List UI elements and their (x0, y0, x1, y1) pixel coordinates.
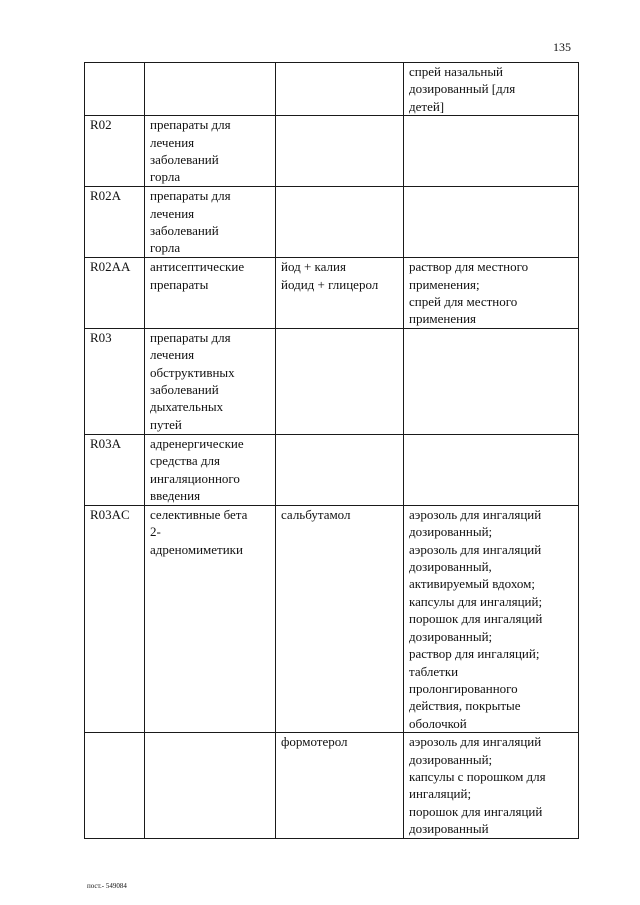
drug-name-cell (276, 505, 404, 732)
anatomical-therapeutic-group-line: адреномиметики (150, 541, 243, 557)
drug-name-line: йодид + глицерол (281, 276, 379, 292)
drug-classification-table (84, 62, 579, 839)
dosage-forms-line: пролонгированного (409, 680, 518, 696)
dosage-forms-cell (404, 258, 579, 329)
anatomical-therapeutic-group-cell (145, 187, 276, 258)
dosage-forms-line: применения (409, 311, 477, 327)
dosage-forms-line: раствор для ингаляций; (409, 646, 540, 662)
atc-code-cell (85, 63, 145, 116)
anatomical-therapeutic-group-line: препараты для (150, 188, 231, 204)
anatomical-therapeutic-group-cell (145, 733, 276, 838)
dosage-forms-line: аэрозоль для ингаляций (409, 506, 542, 522)
anatomical-therapeutic-group-line: препараты (150, 276, 209, 292)
anatomical-therapeutic-group-line: путей (150, 416, 182, 432)
dosage-forms-line: детей] (409, 98, 445, 114)
anatomical-therapeutic-group-line: препараты для (150, 117, 231, 133)
dosage-forms-line: активируемый вдохом; (409, 576, 535, 592)
drug-name-cell (276, 328, 404, 434)
dosage-forms-line: капсулы для ингаляций; (409, 593, 543, 609)
anatomical-therapeutic-group-line: горла (150, 169, 181, 185)
drug-name-cell (276, 63, 404, 116)
anatomical-therapeutic-group-cell (145, 63, 276, 116)
dosage-forms-cell (404, 328, 579, 434)
drug-name-cell (276, 258, 404, 329)
anatomical-therapeutic-group-line: селективные бета (150, 506, 248, 522)
dosage-forms-line: дозированный [для (409, 81, 516, 97)
dosage-forms-line: капсулы с порошком для (409, 768, 546, 784)
anatomical-therapeutic-group-line: средства для (150, 453, 221, 469)
dosage-forms-line: таблетки (409, 663, 459, 679)
table-row (85, 328, 579, 434)
anatomical-therapeutic-group-line: лечения (150, 205, 195, 221)
atc-code-cell (85, 328, 145, 434)
anatomical-therapeutic-group-line: горла (150, 240, 181, 256)
dosage-forms-line: спрей для местного (409, 294, 518, 310)
dosage-forms-cell (404, 116, 579, 187)
drug-name-cell (276, 434, 404, 505)
anatomical-therapeutic-group-line: дыхательных (150, 399, 224, 415)
dosage-forms-line: применения; (409, 276, 480, 292)
dosage-forms-line: ингаляций; (409, 786, 472, 802)
dosage-forms-line: оболочкой (409, 715, 467, 731)
drug-name-cell (276, 733, 404, 838)
drug-name-line: формотерол (281, 734, 348, 750)
dosage-forms-line: порошок для ингаляций (409, 611, 543, 627)
anatomical-therapeutic-group-line: заболеваний (150, 152, 219, 168)
atc-code-text: R02 (90, 117, 112, 133)
dosage-forms-cell (404, 63, 579, 116)
dosage-forms-line: раствор для местного (409, 259, 529, 275)
dosage-forms-line: дозированный; (409, 628, 493, 644)
dosage-forms-line: аэрозоль для ингаляций (409, 734, 542, 750)
anatomical-therapeutic-group-line: обструктивных (150, 364, 235, 380)
table-row (85, 258, 579, 329)
page-number: 135 (553, 40, 571, 54)
atc-code-text: R03AC (90, 506, 130, 522)
dosage-forms-cell (404, 187, 579, 258)
anatomical-therapeutic-group-cell (145, 328, 276, 434)
drug-name-cell (276, 187, 404, 258)
table-row (85, 63, 579, 116)
dosage-forms-line: действия, покрытые (409, 698, 521, 714)
dosage-forms-line: спрей назальный (409, 64, 504, 79)
drug-name-line: йод + калия (281, 259, 346, 275)
anatomical-therapeutic-group-line: адренергические (150, 435, 244, 451)
table-body (85, 63, 579, 839)
dosage-forms-line: дозированный (409, 821, 489, 837)
atc-code-text: R02A (90, 188, 122, 204)
anatomical-therapeutic-group-cell (145, 116, 276, 187)
anatomical-therapeutic-group-line: антисептические (150, 259, 245, 275)
table-row (85, 187, 579, 258)
atc-code-text: R02AA (90, 259, 131, 275)
table-row (85, 505, 579, 732)
anatomical-therapeutic-group-line: лечения (150, 134, 195, 150)
atc-code-cell (85, 187, 145, 258)
atc-code-text: R03 (90, 329, 112, 345)
anatomical-therapeutic-group-cell (145, 434, 276, 505)
table-row (85, 434, 579, 505)
atc-code-cell (85, 434, 145, 505)
drug-name-line: сальбутамол (281, 506, 351, 522)
atc-code-cell (85, 116, 145, 187)
atc-code-cell (85, 505, 145, 732)
table-row (85, 733, 579, 838)
dosage-forms-cell (404, 733, 579, 838)
anatomical-therapeutic-group-line: 2- (150, 524, 161, 540)
anatomical-therapeutic-group-line: ингаляционного (150, 470, 240, 486)
anatomical-therapeutic-group-cell (145, 505, 276, 732)
dosage-forms-line: дозированный, (409, 559, 492, 575)
anatomical-therapeutic-group-line: введения (150, 488, 201, 504)
dosage-forms-line: порошок для ингаляций (409, 803, 543, 819)
anatomical-therapeutic-group-line: препараты для (150, 329, 231, 345)
anatomical-therapeutic-group-line: заболеваний (150, 223, 219, 239)
atc-code-text: R03A (90, 435, 122, 451)
atc-code-cell (85, 733, 145, 838)
dosage-forms-line: дозированный; (409, 751, 493, 767)
dosage-forms-cell (404, 434, 579, 505)
drug-name-cell (276, 116, 404, 187)
atc-code-cell (85, 258, 145, 329)
anatomical-therapeutic-group-line: заболеваний (150, 382, 219, 398)
document-footer: пост.- 549084 (87, 882, 127, 890)
anatomical-therapeutic-group-line: лечения (150, 347, 195, 363)
anatomical-therapeutic-group-cell (145, 258, 276, 329)
table-row (85, 116, 579, 187)
dosage-forms-line: дозированный; (409, 524, 493, 540)
dosage-forms-line: аэрозоль для ингаляций (409, 541, 542, 557)
dosage-forms-cell (404, 505, 579, 732)
